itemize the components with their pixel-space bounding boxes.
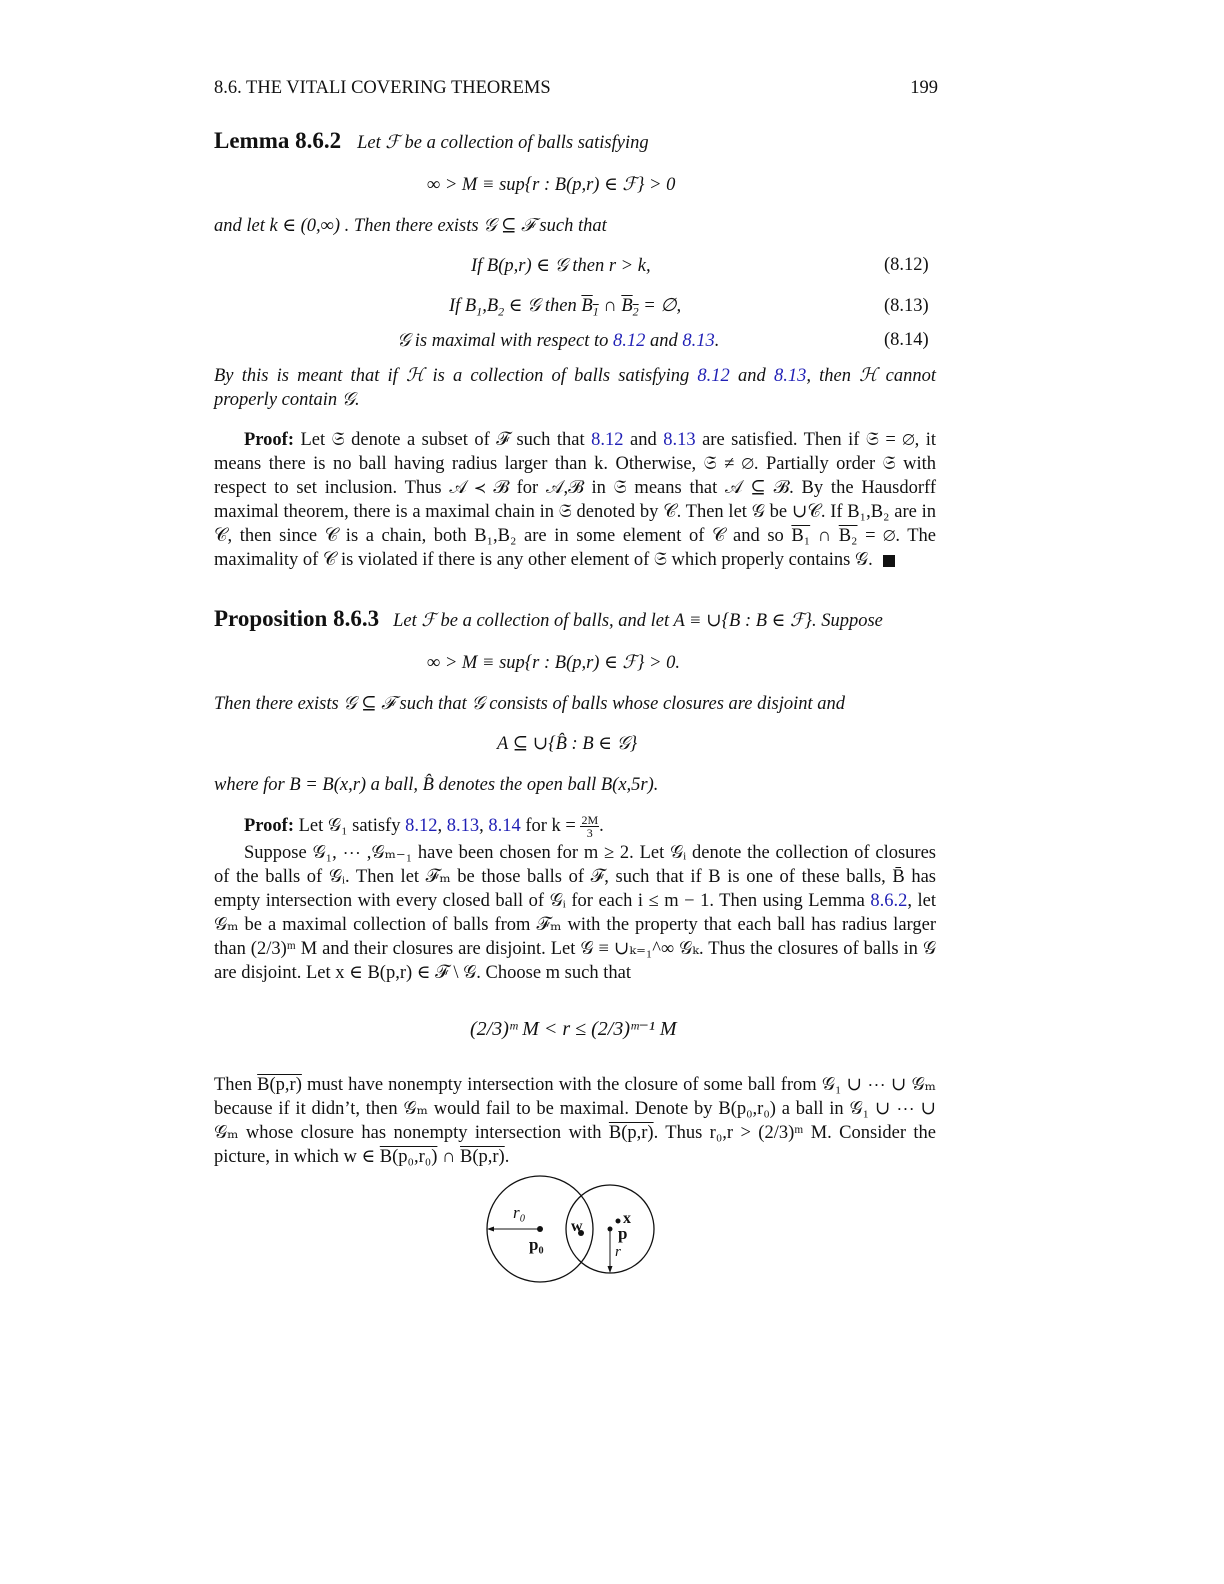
ref-link-8-13[interactable]: 8.13 bbox=[663, 430, 696, 450]
proposition-cover-equation: A ⊆ ∪{B̂ : B ∈ 𝒢} bbox=[497, 734, 638, 754]
text-part: Then bbox=[214, 1075, 258, 1095]
closure-b1: B₁ bbox=[791, 526, 811, 546]
lemma-intro: Let ℱ be a collection of balls satisfying bbox=[357, 133, 649, 153]
equation-8-12: If B(p,r) ∈ 𝒢 then r > k, bbox=[471, 256, 651, 276]
text-part: . bbox=[504, 1147, 510, 1167]
ref-link-8-12[interactable]: 8.12 bbox=[697, 366, 730, 386]
text-part: Let 𝒢₁ satisfy bbox=[294, 816, 406, 836]
section-title: 8.6. THE VITALI COVERING THEOREMS bbox=[214, 78, 551, 98]
eq2-part: = ∅, bbox=[638, 296, 682, 316]
closure-b2 bbox=[621, 296, 639, 319]
text-part: . bbox=[599, 816, 604, 836]
text-part: Let 𝔖 denote a subset of ℱ such that bbox=[294, 430, 592, 450]
text-part: Suppose 𝒢₁, ⋯ ,𝒢ₘ₋₁ have been chosen for m ≥ 2. Let 𝒢ᵢ denote the collection of closures of the balls of 𝒢ᵢ. Then let ℱₘ be those balls of ℱ, such that if B is one of these balls, B̄ has empty intersection with every closed ball of 𝒢ᵢ for each i ≤ m − 1. Then using Lemma bbox=[214, 843, 936, 911]
proof-label: Proof: bbox=[244, 816, 294, 836]
proposition-then: Then there exists 𝒢 ⊆ ℱ such that 𝒢 consists of balls whose closures are disjoint and bbox=[214, 694, 846, 714]
lemma-meaning bbox=[214, 364, 936, 412]
equation-8-13 bbox=[449, 295, 681, 320]
proof-label: Proof: bbox=[244, 430, 294, 450]
text-part: , bbox=[479, 816, 489, 836]
eq3-part: and bbox=[645, 331, 683, 351]
fraction-denominator: 3 bbox=[586, 826, 593, 841]
text-part: , bbox=[437, 816, 447, 836]
lemma-and-let: and let k ∈ (0,∞) . Then there exists 𝒢 ⊆ ℱ such that bbox=[214, 216, 607, 236]
point-p0 bbox=[537, 1226, 543, 1232]
closure-b2: B₂ bbox=[838, 526, 858, 546]
equation-8-14 bbox=[397, 330, 719, 352]
text-part: By this is meant that if ℋ is a collection of balls satisfying bbox=[214, 366, 698, 386]
closure-b1 bbox=[581, 296, 599, 319]
eq2-part: ∩ bbox=[598, 296, 622, 316]
closure-ball: B(p,r) bbox=[257, 1075, 302, 1095]
text-part: ∩ bbox=[810, 526, 839, 546]
eq2-sub: 1 bbox=[592, 304, 599, 319]
ref-link-8-14[interactable]: 8.14 bbox=[488, 816, 521, 836]
proposition-intro: Let ℱ be a collection of balls, and let A ≡ ∪{B : B ∈ ℱ}. Suppose bbox=[393, 611, 883, 631]
page-number: 199 bbox=[910, 78, 938, 98]
closure-ball: B(p,r) bbox=[460, 1147, 505, 1167]
balls-figure bbox=[470, 1170, 670, 1295]
eq2-sub: 1 bbox=[476, 304, 483, 319]
closure-ball: B(p,r) bbox=[608, 1123, 654, 1143]
text-part: are satisfied. Then if 𝔖 = ∅, it means there is no ball having radius larger than k. Otherwise, 𝔖 ≠ ∅. Partially order 𝔖 with respect to set inclusion. Thus 𝒜 ≺ ℬ for 𝒜,ℬ in 𝔖 means that 𝒜 ⊆ ℬ. By the Hausdorff maximal theorem, there is a maximal chain in 𝔖 denoted by 𝒞. Then let 𝒢 be ∪𝒞. If B₁,B₂ are in 𝒞, then since 𝒞 is a chain, both B₁,B₂ are in some element of 𝒞 and so bbox=[214, 430, 936, 546]
eq2-sub: 2 bbox=[498, 304, 505, 319]
fraction-2m-3 bbox=[580, 814, 599, 839]
eq2-part: ∈ 𝒢 then bbox=[504, 296, 582, 316]
arrow-head bbox=[608, 1266, 613, 1273]
proposition-title: Proposition 8.6.3 bbox=[214, 606, 380, 631]
eq2-part: If B bbox=[449, 296, 477, 316]
qed-square bbox=[883, 555, 895, 567]
eq3-part: . bbox=[714, 331, 720, 351]
arrow-head bbox=[487, 1227, 494, 1232]
text-part: , let 𝒢ₘ be a maximal collection of balls from ℱₘ with the property that each ball has radius larger than (2/3)ᵐ M and their closures are disjoint. Let 𝒢 ≡ ∪ₖ₌₁^∞ 𝒢ₖ. Thus the closures of balls in 𝒢 are disjoint. Let x ∈ B(p,r) ∈ ℱ \ 𝒢. Choose m such that bbox=[214, 891, 936, 983]
label-x: x bbox=[623, 1210, 631, 1227]
proposition-proof-continuation bbox=[214, 1073, 936, 1169]
text-part: , then ℋ cannot properly contain 𝒢. bbox=[214, 366, 936, 410]
ref-link-8-13[interactable]: 8.13 bbox=[682, 331, 715, 351]
ref-link-8-12[interactable]: 8.12 bbox=[612, 331, 646, 351]
text-part: for k = bbox=[520, 816, 581, 836]
lemma-proof bbox=[214, 428, 936, 572]
text-part: = ∅. The maximality of 𝒞 is violated if there is any other element of 𝔖 which properly contains 𝒢. bbox=[214, 526, 936, 570]
label-p0: p₀ bbox=[529, 1235, 544, 1254]
proposition-where: where for B = B(x,r) a ball, B̂ denotes the open ball B(x,5r). bbox=[214, 775, 659, 795]
eq2-part: B bbox=[621, 296, 633, 316]
lemma-block bbox=[214, 128, 649, 155]
text-part: . Thus r₀,r > (2/3)ᵐ M. Consider the picture, in which w ∈ bbox=[214, 1123, 936, 1167]
text-part: must have nonempty intersection with the closure of some ball from 𝒢₁ ∪ ⋯ ∪ 𝒢ₘ because if it didn’t, then 𝒢ₘ would fail to be maximal. Denote by B(p₀,r₀) a ball in 𝒢₁ ∪ ⋯ ∪ 𝒢ₘ whose closure has nonempty intersection with bbox=[214, 1075, 936, 1143]
label-p: p bbox=[618, 1224, 628, 1243]
fraction-numerator: 2M bbox=[581, 813, 599, 828]
ref-link-8-12[interactable]: 8.12 bbox=[591, 430, 624, 450]
lemma-title: Lemma 8.6.2 bbox=[214, 128, 342, 153]
inequality-display: (2/3)ᵐ M < r ≤ (2/3)ᵐ⁻¹ M bbox=[470, 1018, 677, 1040]
ref-link-8-12[interactable]: 8.12 bbox=[405, 816, 438, 836]
equation-number-8-14: (8.14) bbox=[884, 330, 929, 350]
ref-link-8-13[interactable]: 8.13 bbox=[773, 366, 807, 386]
text-part: and bbox=[729, 366, 774, 386]
running-header bbox=[214, 78, 938, 99]
label-w: w bbox=[571, 1218, 583, 1235]
label-r0: r₀ bbox=[513, 1203, 526, 1222]
lemma-sup-equation: ∞ > M ≡ sup{r : B(p,r) ∈ ℱ} > 0 bbox=[427, 175, 676, 195]
proposition-proof-first-line bbox=[244, 814, 604, 839]
equation-number-8-12: (8.12) bbox=[884, 255, 929, 275]
eq2-sub: 2 bbox=[632, 304, 639, 319]
proposition-sup-equation: ∞ > M ≡ sup{r : B(p,r) ∈ ℱ} > 0. bbox=[427, 653, 680, 673]
point-x bbox=[616, 1219, 621, 1224]
equation-number-8-13: (8.13) bbox=[884, 296, 929, 316]
ref-link-8-13[interactable]: 8.13 bbox=[446, 816, 480, 836]
eq3-part: 𝒢 is maximal with respect to bbox=[397, 331, 613, 351]
eq2-part: ,B bbox=[482, 296, 499, 316]
text-part: ∩ bbox=[437, 1147, 461, 1167]
text-part: and bbox=[623, 430, 664, 450]
proposition-block bbox=[214, 606, 883, 633]
label-r: r bbox=[615, 1244, 621, 1260]
proposition-proof-body bbox=[214, 841, 936, 985]
eq2-part: B bbox=[581, 296, 593, 316]
ref-link-lemma-8-6-2[interactable]: 8.6.2 bbox=[870, 891, 908, 911]
closure-ball: B(p₀,r₀) bbox=[379, 1147, 438, 1167]
